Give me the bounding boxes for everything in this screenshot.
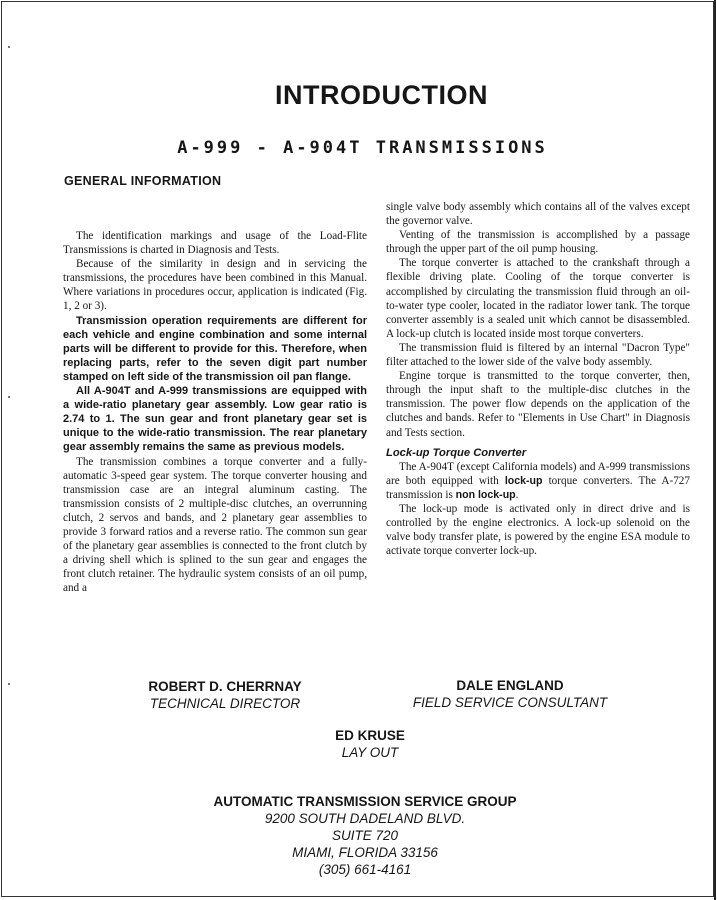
page-title: INTRODUCTION [275, 80, 488, 110]
text-run: torque converters. The A-727 transmission is [386, 474, 690, 501]
page-edge [714, 0, 716, 900]
organization-name: AUTOMATIC TRANSMISSION SERVICE GROUP [213, 794, 517, 809]
keyword: lock-up [504, 474, 543, 487]
text-run: . [515, 488, 519, 501]
paragraph: The transmission fluid is filtered by an internal "Dacron Type" filter attached to the lower side of the valve body assembly. [386, 341, 690, 369]
credit-role: FIELD SERVICE CONSULTANT [412, 695, 608, 710]
scan-speck [8, 46, 10, 48]
right-column [386, 200, 690, 558]
bold-paragraph: All A-904T and A-999 transmissions are equipped with a wide-ratio planetary gear assembly. Low gear ratio is 2.74 to 1. The sun gear and front planetary gear set is unique to the wide-ratio transmission. The rear planetary gear assembly remains the same as previous models. [63, 385, 367, 454]
organization-block [150, 793, 580, 878]
left-column [63, 229, 367, 595]
scan-speck [8, 683, 10, 685]
page-subtitle: A-999 - A-904T TRANSMISSIONS [177, 138, 548, 158]
keyword: non lock-up [455, 488, 516, 501]
organization-phone: (305) 661-4161 [318, 862, 412, 877]
scan-speck [8, 396, 10, 398]
bold-paragraph: Transmission operation requirements are different for each vehicle and engine combination and some internal parts will be different to provide for this. Therefore, when replacing parts, refer to the seven digit part number stamped on left side of the transmission oil pan flange. [63, 314, 367, 383]
organization-city: MIAMI, FLORIDA 33156 [292, 845, 438, 860]
credit-role: LAY OUT [341, 745, 399, 760]
subheading: Lock-up Torque Converter [386, 446, 527, 459]
credit-block [120, 678, 330, 712]
paragraph: Engine torque is transmitted to the torque converter, then, through the input shaft to the multiple-disc clutches in the transmission. The power flow depends on the application of the clutches and bands. Refer to "Elements in Use Chart" in Diagnosis and Tests section. [386, 370, 690, 439]
paragraph: Because of the similarity in design and in servicing the transmissions, the procedures have been combined in this Manual. Where variations in procedures occur, application is indicated (Fig. 1, 2 or 3). [63, 258, 367, 313]
paragraph [386, 460, 690, 502]
credit-role: TECHNICAL DIRECTOR [149, 696, 301, 711]
paragraph: The transmission combines a torque converter and a fully-automatic 3-speed gear system. The torque converter housing and transmission case are an integral aluminum casting. The transmission consists of 2 multiple-disc clutches, an overrunning clutch, 2 servos and bands, and 2 planetary gear assemblies to provide 3 forward ratios and a reverse ratio. The common sun gear of the planetary gear assemblies is connected to the front clutch by a driving shell which is splined to the sun gear and engages the front clutch retainer. The hydraulic system consists of an oil pump, and a [63, 455, 367, 595]
paragraph: The lock-up mode is activated only in direct drive and is controlled by the engine electronics. A lock-up solenoid on the valve body transfer plate, is powered by the engine ESA module to activate torque converter lock-up. [386, 502, 690, 558]
text-run: The A-904T (except California models) and A-999 transmissions are both equipped with [386, 460, 690, 487]
paragraph: The torque converter is attached to the crankshaft through a flexible driving plate. Cooling of the torque converter is accomplished by circulating the transmission fluid through an oil-to-water type cooler, located in the radiator lower tank. The torque converter assembly is a sealed unit which cannot be disassembled. A lock-up clutch is located inside most torque converters. [386, 257, 690, 340]
credit-name: ED KRUSE [335, 728, 405, 743]
credit-block [390, 677, 630, 711]
organization-street: 9200 SOUTH DADELAND BLVD. [264, 811, 466, 826]
organization-suite: SUITE 720 [331, 828, 399, 843]
section-heading: GENERAL INFORMATION [64, 174, 222, 188]
credit-name: ROBERT D. CHERRNAY [148, 679, 302, 694]
credit-name: DALE ENGLAND [456, 678, 564, 693]
paragraph: The identification markings and usage of the Load-Flite Transmissions is charted in Diagnosis and Tests. [63, 230, 367, 257]
paragraph: Venting of the transmission is accomplished by a passage through the upper part of the oil pump housing. [386, 229, 690, 256]
paragraph: single valve body assembly which contains all of the valves except the governor valve. [386, 201, 690, 228]
credit-block [300, 727, 440, 761]
